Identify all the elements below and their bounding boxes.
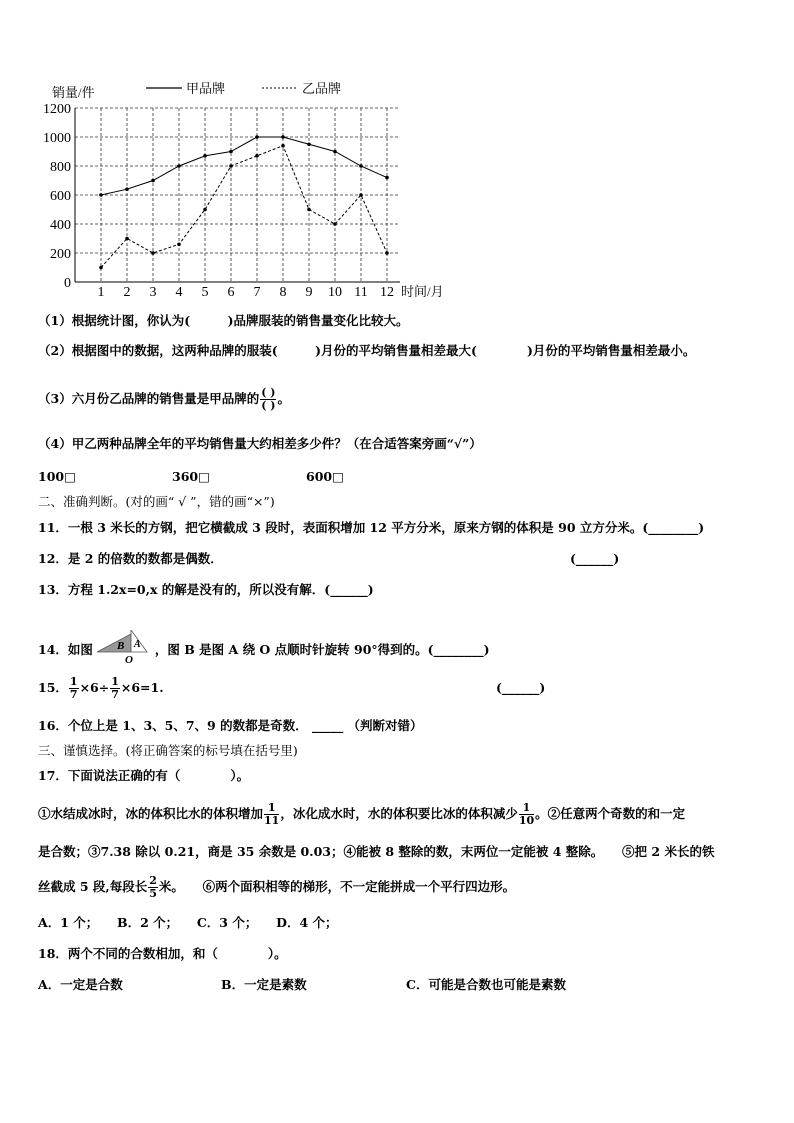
question-15-fraction-2 <box>110 676 120 701</box>
series-line-yi <box>101 146 387 268</box>
question-12: 12．是 2 的倍数的数都是偶数． <box>38 551 223 566</box>
x-tick-label: 12 <box>380 285 394 300</box>
figure-label-a: A <box>133 639 141 650</box>
data-point-jia <box>99 193 103 197</box>
data-point-jia <box>177 164 181 168</box>
question-18-option-b[interactable]: B．一定是素数 <box>221 977 307 992</box>
statement-1-middle: ，冰化成水时，水的体积要比冰的体积减少 <box>280 806 518 821</box>
data-point-jia <box>333 150 337 154</box>
question-17: 17．下面说法正确的有（ ）。 <box>38 768 250 783</box>
data-point-jia <box>151 179 155 183</box>
data-point-yi <box>99 266 103 270</box>
question-18-option-a[interactable]: A．一定是合数 <box>38 977 123 992</box>
question-18: 18．两个不同的合数相加，和（ ）。 <box>38 946 287 961</box>
legend-yi-label: 乙品牌 <box>302 81 342 96</box>
question-14-text: ，图 B 是图 A 绕 O 点顺时针旋转 90°得到的。(________) <box>154 642 490 657</box>
chart-labels <box>43 102 394 300</box>
option-600[interactable]: 600□ <box>306 469 344 484</box>
section-2-heading: 二、准确判断。(对的画“ √ ”，错的画“×”) <box>38 494 275 509</box>
fraction-denominator: 5 <box>149 887 157 900</box>
x-tick-label: 6 <box>227 285 235 300</box>
fraction-denominator: ( ) <box>261 399 276 412</box>
data-point-jia <box>385 176 389 180</box>
x-tick-label: 1 <box>97 285 105 300</box>
x-axis-title: 时间/月 <box>401 284 444 299</box>
data-point-yi <box>359 193 363 197</box>
option-100[interactable]: 100□ <box>38 469 76 484</box>
statement-3-text: 丝截成 5 段,每段长 <box>38 879 148 894</box>
question-17-statement-3 <box>38 870 515 904</box>
figure-label-o: O <box>124 654 133 664</box>
data-point-jia <box>359 164 363 168</box>
x-tick-label: 9 <box>305 285 313 300</box>
question-a3-end: 。 <box>277 391 290 406</box>
fraction-numerator: 2 <box>149 874 157 887</box>
y-tick-label: 400 <box>50 218 71 233</box>
fraction-denominator: 11 <box>264 814 280 827</box>
question-15-end: ×6=1. <box>120 680 164 695</box>
question-11: 11．一根 3 米长的方钢，把它横截成 3 段时，表面积增加 12 平方分米，原来方钢的体积是 90 立方分米。(________) <box>38 520 705 535</box>
question-a3 <box>38 382 290 416</box>
fraction-numerator: 1 <box>519 802 534 815</box>
data-point-yi <box>385 251 389 255</box>
x-tick-label: 8 <box>279 285 287 300</box>
question-a1: （1）根据统计图，你认为( )品牌服装的销售量变化比较大。 <box>38 313 409 328</box>
question-15-blank[interactable]: (______) <box>496 680 546 695</box>
x-tick-label: 10 <box>328 285 342 300</box>
question-15-operator: ×6÷ <box>79 680 110 695</box>
fraction-numerator: 1 <box>111 675 119 688</box>
y-tick-label: 1000 <box>43 131 71 146</box>
x-tick-label: 4 <box>175 285 183 300</box>
question-15 <box>38 672 164 704</box>
statement-1-end: 。②任意两个奇数的和一定 <box>535 806 686 821</box>
statement-3-fraction <box>148 875 158 900</box>
statement-1-fraction-1 <box>264 802 279 827</box>
question-13: 13．方程 1.2x=0,x 的解是没有的，所以没有解．(______) <box>38 582 374 597</box>
fraction-numerator: ( ) <box>261 386 276 399</box>
data-point-yi <box>333 222 337 226</box>
data-point-yi <box>203 208 207 212</box>
chart-grid <box>75 108 400 282</box>
data-point-jia <box>229 150 233 154</box>
y-axis-title: 销量/件 <box>52 85 95 100</box>
data-point-jia <box>281 135 285 139</box>
fraction-denominator: 10 <box>518 814 535 827</box>
statement-1-fraction-2 <box>519 802 534 827</box>
series-line-jia <box>101 137 387 195</box>
y-tick-label: 600 <box>50 189 71 204</box>
sales-line-chart <box>0 0 794 310</box>
triangle-b <box>97 634 131 652</box>
fraction-denominator: 7 <box>111 688 119 701</box>
question-17-statement-1 <box>38 796 685 832</box>
x-tick-label: 11 <box>354 285 368 300</box>
data-point-yi <box>151 251 155 255</box>
data-point-yi <box>177 243 181 247</box>
question-a4: （4）甲乙两种品牌全年的平均销售量大约相差多少件？（在合适答案旁画“√”） <box>38 436 482 451</box>
y-tick-label: 1200 <box>43 102 71 117</box>
data-point-jia <box>125 187 129 191</box>
fraction-numerator: 1 <box>69 675 78 688</box>
figure-label-b: B <box>116 640 125 652</box>
x-tick-label: 2 <box>123 285 131 300</box>
legend-jia-label: 甲品牌 <box>186 81 226 96</box>
statement-1-text: ①水结成冰时，冰的体积比水的体积增加 <box>38 806 264 821</box>
data-point-jia <box>307 142 311 146</box>
y-tick-label: 800 <box>50 160 71 175</box>
section-3-heading: 三、谨慎选择。(将正确答案的标号填在括号里) <box>38 743 298 758</box>
question-a2: （2）根据图中的数据，这两种品牌的服装( )月份的平均销售量相差最大( )月份的平均销售量相差最小。 <box>38 343 696 358</box>
statement-3-end: 米。 ⑥两个面积相等的梯形，不一定能拼成一个平行四边形。 <box>158 879 516 894</box>
data-point-yi <box>255 154 259 158</box>
question-17-options: A．1 个； B．2 个； C．3 个； D．4 个； <box>38 915 338 930</box>
x-tick-label: 3 <box>149 285 157 300</box>
fraction-numerator: 1 <box>264 802 279 815</box>
option-360[interactable]: 360□ <box>172 469 210 484</box>
fraction-denominator: 7 <box>69 688 78 701</box>
x-tick-label: 7 <box>253 285 261 300</box>
data-point-yi <box>229 164 233 168</box>
data-point-jia <box>255 135 259 139</box>
data-point-yi <box>307 208 311 212</box>
question-15-fraction-1 <box>69 676 79 701</box>
question-18-option-c[interactable]: C．可能是合数也可能是素数 <box>406 977 566 992</box>
y-tick-label: 200 <box>50 247 71 262</box>
data-point-yi <box>125 237 129 241</box>
chart-series <box>99 135 389 269</box>
x-tick-label: 5 <box>201 285 209 300</box>
data-point-jia <box>203 154 207 158</box>
question-16: 16．个位上是 1、3、5、7、9 的数都是奇数． _____ （判断对错） <box>38 718 423 733</box>
question-17-statement-2: 是合数；③7.38 除以 0.21，商是 35 余数是 0.03；④能被 8 整除的数，末两位一定能被 4 整除。 ⑤把 2 米长的铁 <box>38 844 715 859</box>
question-a3-text: （3）六月份乙品牌的销售量是甲品牌的 <box>38 391 260 406</box>
question-15-label: 15． <box>38 680 68 695</box>
question-12-blank[interactable]: (______) <box>570 551 620 566</box>
question-14-label: 14．如图 <box>38 642 93 657</box>
data-point-yi <box>281 144 285 148</box>
question-14 <box>38 630 490 664</box>
rotation-figure <box>95 630 153 664</box>
question-a3-fraction <box>260 387 276 412</box>
y-tick-label: 0 <box>64 276 71 291</box>
